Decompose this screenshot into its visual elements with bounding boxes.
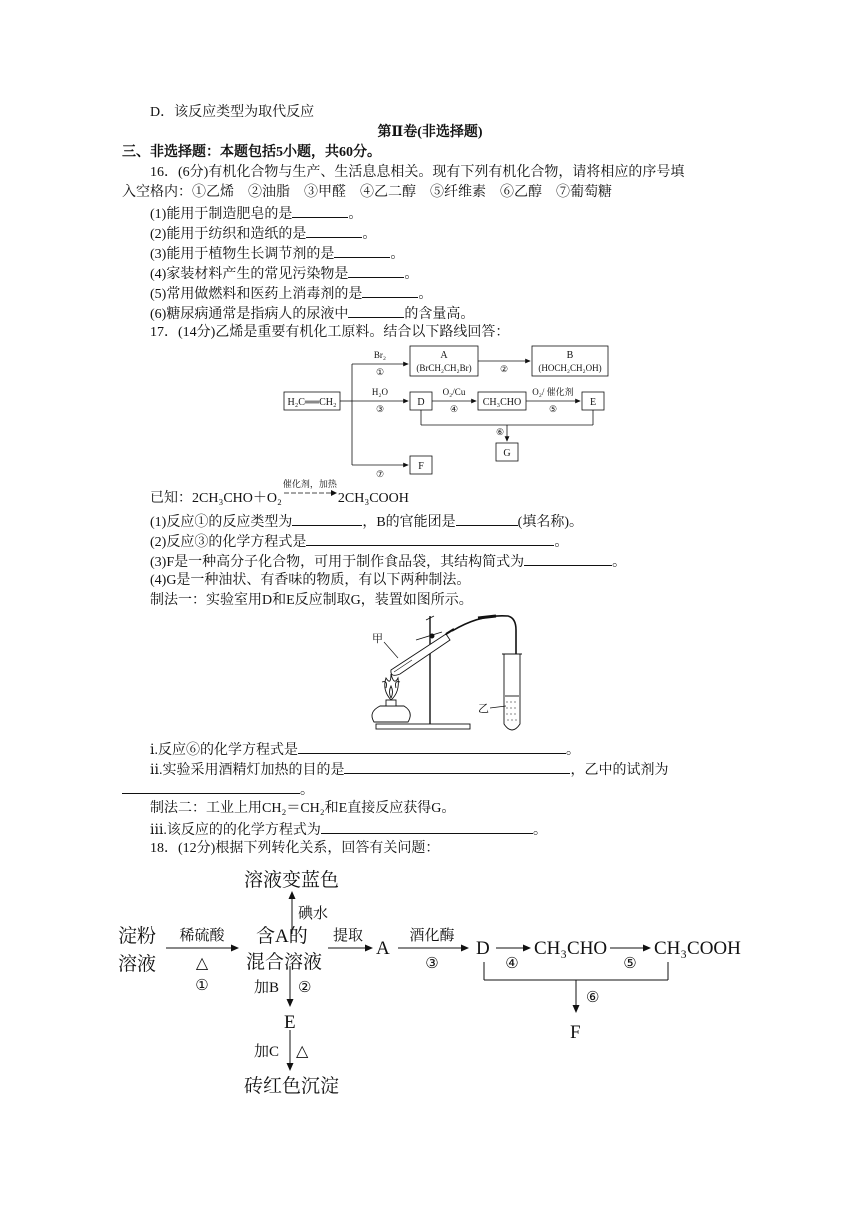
label-ch3cooh: CH₃COOH — [654, 938, 741, 959]
label-jia: 甲 — [372, 633, 383, 645]
svg-text:F: F — [418, 461, 424, 472]
svg-text:G: G — [503, 448, 511, 459]
svg-text:碘水: 碘水 — [298, 906, 329, 922]
q16-item-1: (1)能用于制造肥皂的是 。 — [150, 204, 362, 224]
svg-text:酒化酶: 酒化酶 — [409, 928, 455, 944]
label-yi: 乙 — [478, 703, 489, 715]
svg-text:△: △ — [195, 955, 209, 972]
alcohol-lamp — [372, 706, 410, 722]
q17-sub-ii-cont: 。 — [122, 780, 314, 800]
svg-text:D: D — [417, 397, 425, 408]
svg-text:溶液: 溶液 — [118, 954, 157, 975]
option-d: D．该反应类型为取代反应 — [150, 105, 315, 120]
svg-text:B: B — [566, 350, 574, 361]
test-tube-jia — [391, 634, 450, 675]
svg-text:⑤: ⑤ — [548, 404, 558, 414]
svg-text:③: ③ — [425, 956, 439, 972]
label-starch: 淀粉 — [118, 926, 157, 947]
q16-item-6: (6)糖尿病通常是指病人的尿液中 的含量高。 — [150, 304, 474, 324]
q18-intro: 18．(12分)根据下列转化关系，回答有关问题： — [150, 841, 440, 856]
svg-text:H₂O: H₂O — [371, 387, 389, 397]
q17-sub-iii: ⅲ.该反应的的化学方程式为 。 — [150, 820, 547, 840]
q16-item-4: (4)家装材料产生的常见污染物是 。 — [150, 264, 418, 284]
label-ch3cho: CH₃CHO — [534, 938, 608, 959]
label-d: D — [476, 938, 490, 959]
section3-heading: 三、非选择题：本题包括5小题，共60分。 — [122, 145, 381, 160]
test-tube-yi — [504, 654, 520, 730]
svg-text:⑤: ⑤ — [623, 956, 637, 972]
q17-sub-ii: ⅱ.实验采用酒精灯加热的目的是 ，乙中的试剂为 — [150, 760, 668, 780]
svg-text:⑥: ⑥ — [586, 990, 600, 1006]
svg-text:加C: 加C — [254, 1044, 280, 1060]
q16-intro-line1: 16．(6分)有机化合物与生产、生活息息相关。现有下列有机化合物，请将相应的序号填 — [150, 165, 685, 180]
svg-text:(BrCH₂CH₂Br): (BrCH₂CH₂Br) — [416, 363, 472, 373]
svg-text:提取: 提取 — [332, 928, 364, 944]
q17-part4: (4)G是一种油状、有香味的物质，有以下两种制法。 — [150, 573, 471, 588]
section-title: 第Ⅱ卷(非选择题) — [377, 125, 483, 140]
stand-base — [376, 724, 470, 729]
q17-method2: 制法二：工业上用CH₂＝CH₂和E直接反应获得G。 — [150, 801, 456, 816]
svg-text:△: △ — [296, 1043, 309, 1060]
q16-item-2: (2)能用于纺织和造纸的是 。 — [150, 224, 376, 244]
q17-part3: (3)F是一种高分子化合物，可用于制作食品袋，其结构简式为 。 — [150, 552, 626, 572]
svg-text:⑦: ⑦ — [375, 469, 385, 479]
q17-method1: 制法一：实验室用D和E反应制取G，装置如图所示。 — [150, 593, 473, 608]
apparatus-figure — [360, 612, 540, 736]
svg-text:④: ④ — [449, 404, 459, 414]
label-brick-red-ppt: 砖红色沉淀 — [244, 1076, 340, 1097]
svg-text:E: E — [589, 397, 597, 408]
q18-conversion-diagram — [110, 856, 770, 1106]
svg-text:⑥: ⑥ — [495, 427, 505, 437]
svg-text:Br₂: Br₂ — [373, 350, 387, 360]
svg-text:④: ④ — [505, 956, 519, 972]
svg-text:稀硫酸: 稀硫酸 — [179, 928, 225, 944]
label-f: F — [570, 1022, 581, 1043]
svg-text:①: ① — [195, 978, 209, 994]
label-ethylene: H₂C══CH₂ — [287, 397, 337, 408]
svg-text:A: A — [440, 350, 448, 361]
q17-known: 已知：2CH₃CHO＋O₂ 催化剂，加热 2CH₃COOH — [150, 479, 409, 506]
label-blue-solution: 溶液变蓝色 — [244, 870, 340, 891]
q17-sub-i: ⅰ.反应⑥的化学方程式是 。 — [150, 740, 580, 760]
label-mixture-a: 含A的 — [256, 926, 308, 947]
svg-text:②: ② — [298, 980, 312, 996]
q17-route-diagram — [270, 344, 620, 480]
svg-text:加B: 加B — [254, 980, 280, 996]
svg-text:O₂/Cu: O₂/Cu — [442, 387, 466, 397]
svg-text:③: ③ — [375, 404, 385, 414]
label-a: A — [376, 938, 390, 959]
q17-intro: 17．(14分)乙烯是重要有机化工原料。结合以下路线回答： — [150, 325, 510, 340]
q17-part2: (2)反应③的化学方程式是 。 — [150, 532, 568, 552]
svg-text:①: ① — [375, 367, 385, 377]
label-e: E — [284, 1012, 296, 1033]
q17-part1: (1)反应①的反应类型为 ，B的官能团是 (填名称)。 — [150, 512, 583, 532]
q16-item-5: (5)常用做燃料和医药上消毒剂的是 。 — [150, 284, 432, 304]
svg-text:混合溶液: 混合溶液 — [246, 952, 323, 973]
q16-intro-line2: 入空格内：①乙烯 ②油脂 ③甲醛 ④乙二醇 ⑤纤维素 ⑥乙醇 ⑦葡萄糖 — [122, 185, 612, 200]
svg-text:O₂/ 催化剂: O₂/ 催化剂 — [532, 387, 574, 397]
svg-text:②: ② — [499, 364, 509, 374]
q16-item-3: (3)能用于植物生长调节剂的是 。 — [150, 244, 404, 264]
svg-text:(HOCH₂CH₂OH): (HOCH₂CH₂OH) — [538, 363, 602, 373]
svg-text:CH₃CHO: CH₃CHO — [482, 397, 522, 408]
